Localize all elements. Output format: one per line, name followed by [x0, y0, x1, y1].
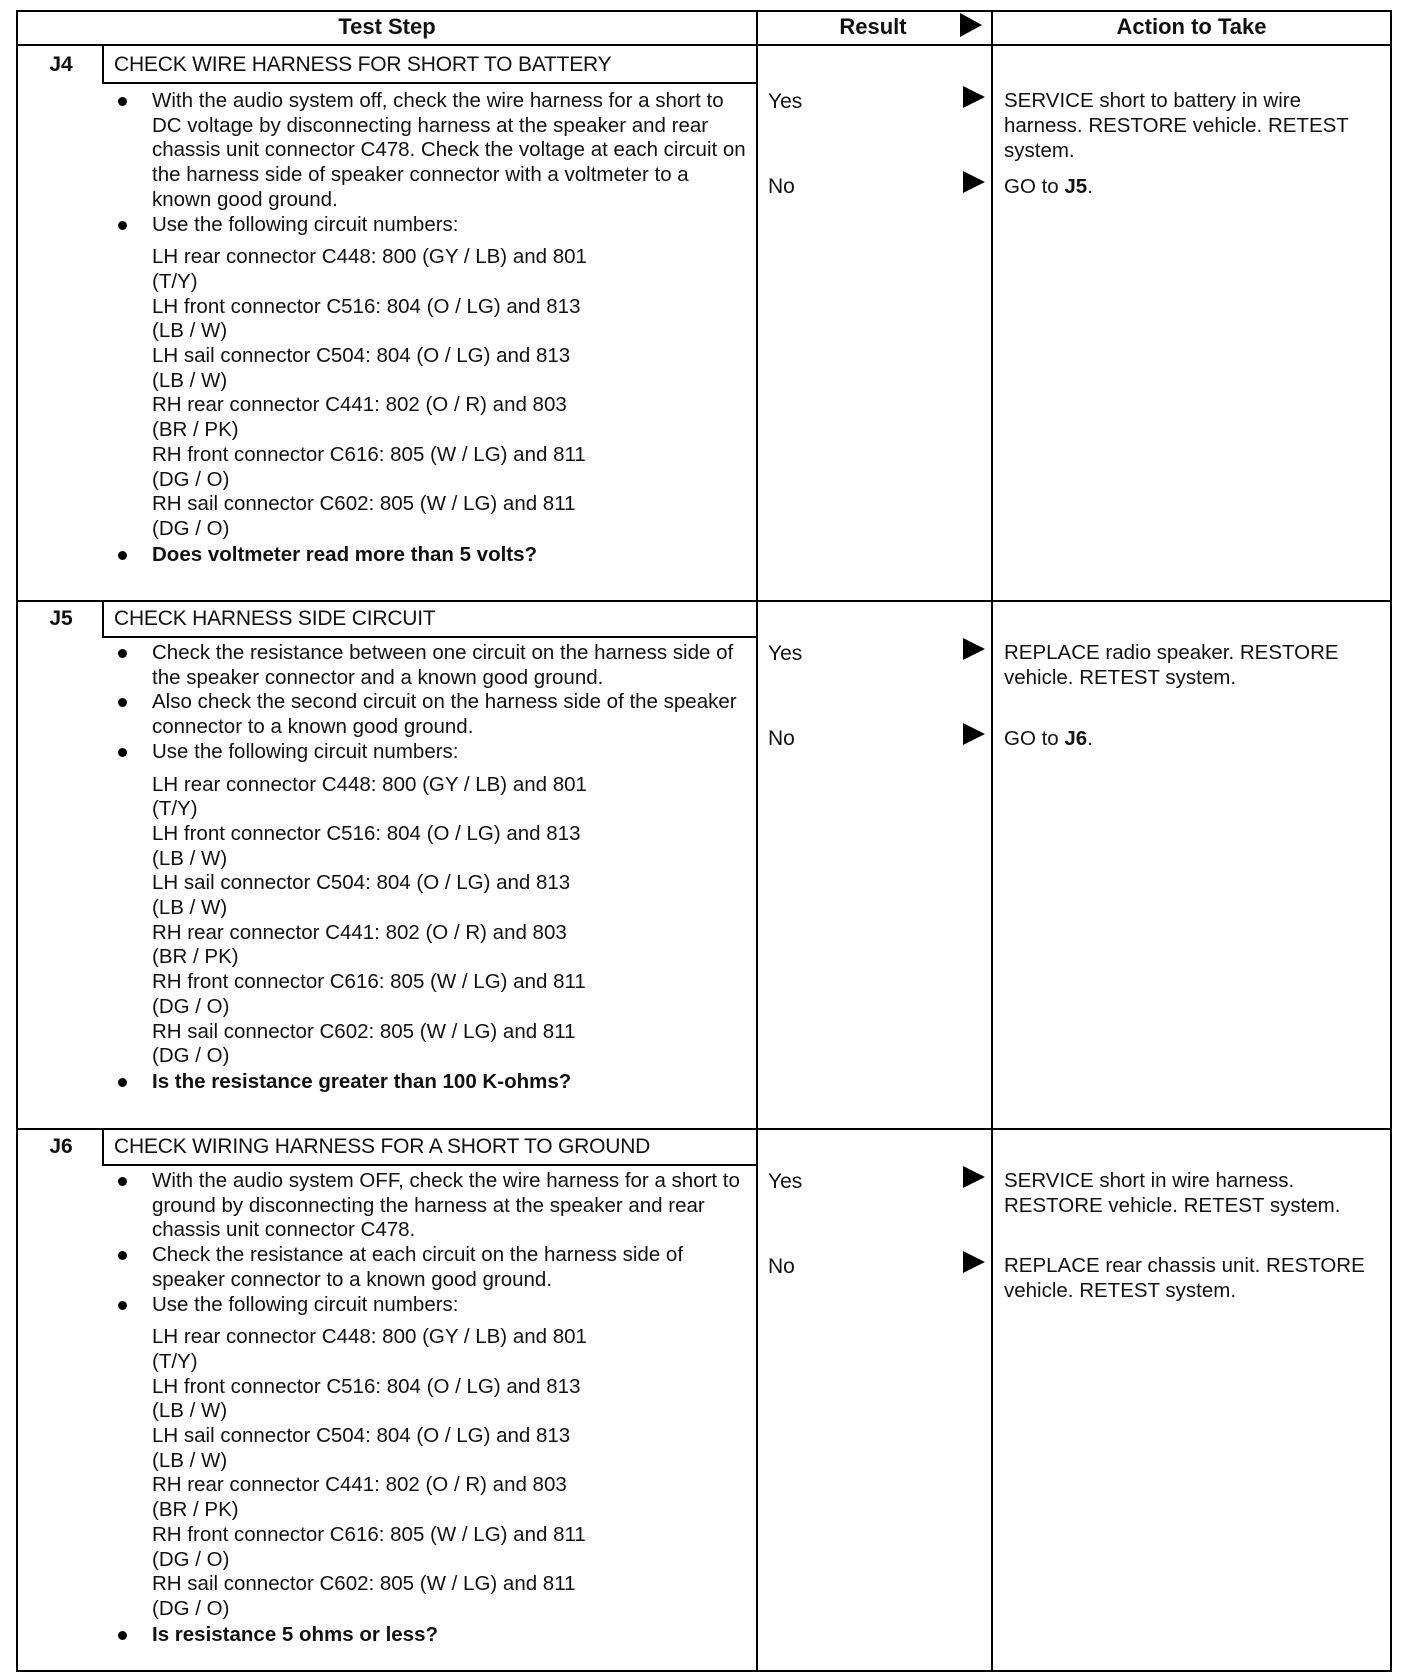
circuit-item: LH rear connector C448: 800 (GY / LB) and 801 (T/Y) — [152, 772, 587, 821]
header-test-step: Test Step — [338, 14, 436, 39]
circuit-item: RH rear connector C441: 802 (O / R) and 803 (BR / PK) — [152, 1473, 567, 1522]
instruction-bullet: Also check the second circuit on the harness side of the speaker connector to a known good ground. — [110, 690, 750, 739]
action-yes: SERVICE short to battery in wire harness. RESTORE vehicle. RETEST system. — [1004, 89, 1349, 162]
circuit-item: LH front connector C516: 804 (O / LG) and 813 (LB / W) — [152, 294, 581, 343]
step-divider — [16, 600, 1392, 602]
circuit-item: RH front connector C616: 805 (W / LG) and 811 (DG / O) — [152, 1522, 586, 1571]
circuit-item: RH sail connector C602: 805 (W / LG) and 811 (DG / O) — [152, 1572, 576, 1620]
instruction-bullet: Use the following circuit numbers: — [110, 740, 750, 765]
step-title: CHECK HARNESS SIDE CIRCUIT — [114, 607, 436, 630]
action-yes: REPLACE radio speaker. RESTORE vehicle. RETEST system. — [1004, 641, 1339, 689]
result-arrow-icon — [963, 1166, 985, 1188]
result-arrow-icon — [963, 723, 985, 745]
result-no: No — [768, 727, 795, 750]
header-action: Action to Take — [1116, 14, 1267, 39]
step-title-divider — [102, 1164, 756, 1166]
circuit-item: LH sail connector C504: 804 (O / LG) and 813 (LB / W) — [152, 344, 571, 392]
result-yes: Yes — [768, 1170, 803, 1193]
action-no: REPLACE rear chassis unit. RESTORE vehicle. RETEST system. — [1004, 1254, 1365, 1302]
instruction-bullet: Check the resistance at each circuit on the harness side of speaker connector to a known good ground. — [110, 1243, 750, 1292]
circuit-item: LH rear connector C448: 800 (GY / LB) and 801 (T/Y) — [152, 245, 587, 293]
circuit-list — [110, 245, 750, 541]
column-divider — [756, 10, 758, 1672]
result-arrow-icon — [963, 171, 985, 193]
circuit-item: RH front connector C616: 805 (W / LG) and 811 (DG / O) — [152, 970, 586, 1018]
step-id: J5 — [49, 607, 73, 630]
step-reference-link[interactable]: J5 — [1064, 175, 1088, 198]
header-arrow-icon — [960, 13, 982, 37]
result-yes: Yes — [768, 642, 803, 665]
instruction-bullet: Check the resistance between one circuit on the harness side of the speaker connector and a known good ground. — [110, 641, 750, 690]
instruction-bullet: With the audio system off, check the wire harness for a short to DC voltage by disconnecting harness at the speaker and rear chassis unit connector C478. Check the voltage at each circuit on the harness side of speaker connector with a voltmeter to a known good ground. — [110, 89, 750, 213]
circuit-list — [110, 773, 750, 1069]
circuit-item: LH front connector C516: 804 (O / LG) and 813 (LB / W) — [152, 821, 581, 870]
header-divider — [16, 44, 1392, 46]
step-title: CHECK WIRING HARNESS FOR A SHORT TO GROUND — [114, 1135, 651, 1158]
step-id: J4 — [49, 53, 73, 76]
header-result: Result — [839, 14, 907, 39]
step-instructions — [110, 1169, 750, 1647]
step-title-divider — [102, 636, 756, 638]
step-title-divider — [102, 82, 756, 84]
step-question: Is resistance 5 ohms or less? — [110, 1623, 750, 1648]
step-question: Is the resistance greater than 100 K-ohms? — [110, 1070, 750, 1095]
step-title: CHECK WIRE HARNESS FOR SHORT TO BATTERY — [114, 53, 612, 76]
step-reference-link[interactable]: J6 — [1064, 727, 1088, 750]
circuit-item: RH sail connector C602: 805 (W / LG) and 811 (DG / O) — [152, 492, 576, 540]
circuit-item: RH front connector C616: 805 (W / LG) and 811 (DG / O) — [152, 442, 586, 491]
step-instructions — [110, 89, 750, 567]
instruction-bullet: Use the following circuit numbers: — [110, 1293, 750, 1318]
action-no — [1004, 174, 1384, 199]
step-divider — [16, 1128, 1392, 1130]
result-no: No — [768, 1255, 795, 1278]
circuit-item: LH rear connector C448: 800 (GY / LB) and 801 (T/Y) — [152, 1325, 587, 1373]
action-yes: SERVICE short in wire harness. RESTORE vehicle. RETEST system. — [1004, 1169, 1341, 1217]
circuit-item: RH sail connector C602: 805 (W / LG) and 811 (DG / O) — [152, 1019, 576, 1068]
action-text: GO to — [1004, 175, 1065, 198]
instruction-bullet: Use the following circuit numbers: — [110, 213, 750, 238]
action-text: . — [1087, 727, 1093, 750]
circuit-item: LH front connector C516: 804 (O / LG) and 813 (LB / W) — [152, 1374, 581, 1423]
result-arrow-icon — [963, 1251, 985, 1273]
step-instructions — [110, 641, 750, 1095]
step-id: J6 — [49, 1135, 73, 1158]
instruction-bullet: With the audio system OFF, check the wire harness for a short to ground by disconnecting the harness at the speaker and rear chassis unit connector C478. — [110, 1169, 750, 1243]
circuit-item: LH sail connector C504: 804 (O / LG) and 813 (LB / W) — [152, 1424, 571, 1472]
step-question: Does voltmeter read more than 5 volts? — [110, 543, 750, 568]
result-no: No — [768, 175, 795, 198]
circuit-item: RH rear connector C441: 802 (O / R) and 803 (BR / PK) — [152, 920, 567, 969]
action-no — [1004, 726, 1384, 751]
circuit-item: RH rear connector C441: 802 (O / R) and 803 (BR / PK) — [152, 393, 567, 442]
action-text: . — [1087, 175, 1093, 198]
action-text: GO to — [1004, 727, 1065, 750]
result-arrow-icon — [963, 86, 985, 108]
result-yes: Yes — [768, 90, 803, 113]
column-divider — [991, 10, 993, 1672]
result-arrow-icon — [963, 638, 985, 660]
circuit-item: LH sail connector C504: 804 (O / LG) and 813 (LB / W) — [152, 871, 571, 920]
circuit-list — [110, 1325, 750, 1621]
